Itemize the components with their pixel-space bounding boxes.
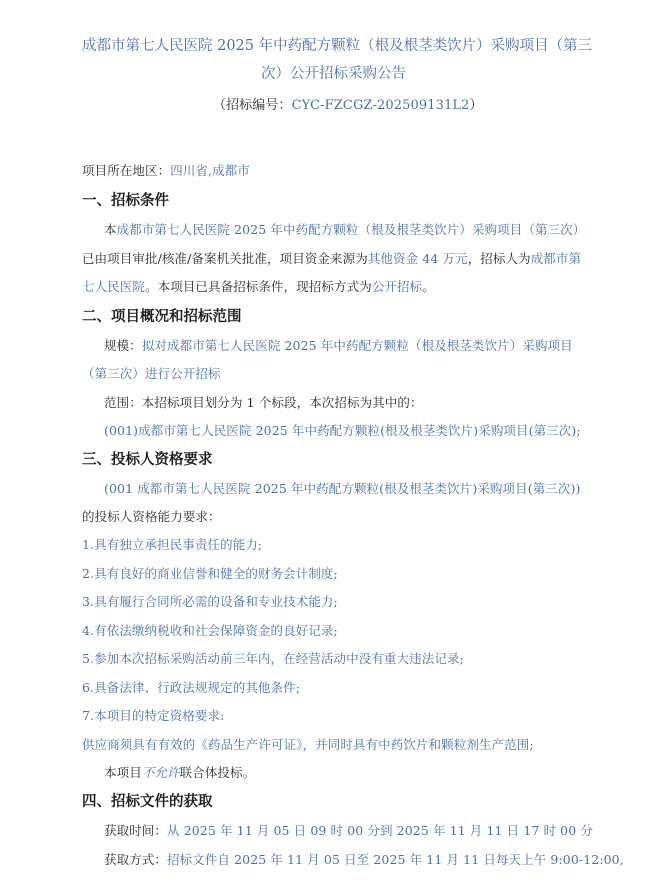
qualification-item: 2.具有良好的商业信誉和健全的财务会计制度; xyxy=(82,566,338,581)
project-name: 成都市第七人民医院 2025 年中药配方颗粒（根及根茎类饮片）采购项目（第三次） xyxy=(116,222,586,237)
sec1-text: 本 xyxy=(104,222,117,237)
tenderer-name: 成都市第 xyxy=(530,251,582,266)
consortium-text: 本项目 xyxy=(104,765,142,780)
qualification-intro: 的投标人资格能力要求： xyxy=(82,509,221,524)
sec1-para-line3 xyxy=(82,277,435,295)
qualification-item: 6.具备法律、行政法规规定的其他条件; xyxy=(82,680,301,695)
sec1-text: 。 xyxy=(422,279,435,294)
sec1-text: 。本项目已具备招标条件，现招标方式为 xyxy=(145,279,372,294)
obtain-time-label: 获取时间： xyxy=(104,823,168,838)
scale-line2: （第三次）进行公开招标 xyxy=(82,366,221,381)
tender-code-suffix: ） xyxy=(469,98,483,113)
special-requirement: 供应商须具有有效的《药品生产许可证》，并同时具有中药饮片和颗粒剂生产范围; xyxy=(82,737,534,752)
tender-code xyxy=(213,94,483,113)
notice-title-line1: 成都市第七人民医院 2025 年中药配方颗粒（根及根茎类饮片）采购项目（第三 xyxy=(82,38,593,54)
qualification-item: 5.参加本次招标采购活动前三年内，在经营活动中没有重大违法记录; xyxy=(82,651,464,666)
scale-label: 规模： xyxy=(104,338,142,353)
tenderer-name-cont: 七人民医院 xyxy=(82,279,146,294)
scale-line1 xyxy=(104,336,573,354)
qualification-item: 7.本项目的特定资格要求: xyxy=(82,708,225,723)
qualification-item: 3.具有履行合同所必需的设备和专业技术能力; xyxy=(82,594,338,609)
section-2-heading: 二、项目概况和招标范围 xyxy=(82,309,242,325)
sec1-para-line2 xyxy=(82,249,581,267)
tender-method: 公开招标 xyxy=(371,279,423,294)
fund-source: 其他资金 44 万元 xyxy=(367,251,468,266)
consortium-status: 不允许 xyxy=(141,765,180,780)
obtain-method-value: 招标文件自 2025 年 11 月 05 日至 2025 年 11 月 11 日每天上午 9:00-12:00, xyxy=(167,852,624,867)
project-region xyxy=(82,161,250,179)
section-3-heading: 三、投标人资格要求 xyxy=(82,452,213,468)
obtain-method-label: 获取方式： xyxy=(104,852,168,867)
obtain-time xyxy=(104,821,593,839)
region-label: 项目所在地区： xyxy=(82,163,171,178)
obtain-method xyxy=(104,850,624,868)
qualification-lot: (001 成都市第七人民医院 2025 年中药配方颗粒(根及根茎类饮片)采购项目(第三次)) xyxy=(104,481,581,496)
section-4-heading: 四、招标文件的获取 xyxy=(82,794,213,810)
obtain-time-value: 从 2025 年 11 月 05 日 09 时 00 分到 2025 年 11 月 11 日 17 时 00 分 xyxy=(167,823,593,838)
scale-value: 拟对成都市第七人民医院 2025 年中药配方颗粒（根及根茎类饮片）采购项目 xyxy=(141,338,573,353)
sec1-text: 已由项目审批/核准/备案机关批准，项目资金来源为 xyxy=(82,251,368,266)
tender-code-prefix: （招标编号： xyxy=(213,98,292,113)
tender-code-value: CYC-FZCGZ-202509131L2 xyxy=(291,98,470,113)
consortium-line xyxy=(104,763,255,781)
region-value: 四川省,成都市 xyxy=(170,163,250,178)
consortium-text: 联合体投标。 xyxy=(179,765,256,780)
lot-line: (001)成都市第七人民医院 2025 年中药配方颗粒(根及根茎类饮片)采购项目(第三次); xyxy=(104,423,581,438)
section-1-heading: 一、招标条件 xyxy=(82,193,169,209)
range-line: 范围：本招标项目划分为 1 个标段，本次招标为其中的： xyxy=(104,395,423,410)
sec1-text: ，招标人为 xyxy=(467,251,531,266)
notice-title-line2: 次）公开招标采购公告 xyxy=(261,66,406,82)
qualification-item: 4.有依法缴纳税收和社会保障资金的良好记录; xyxy=(82,623,338,638)
sec1-para-line1 xyxy=(104,220,585,238)
qualification-item: 1.具有独立承担民事责任的能力; xyxy=(82,537,263,552)
